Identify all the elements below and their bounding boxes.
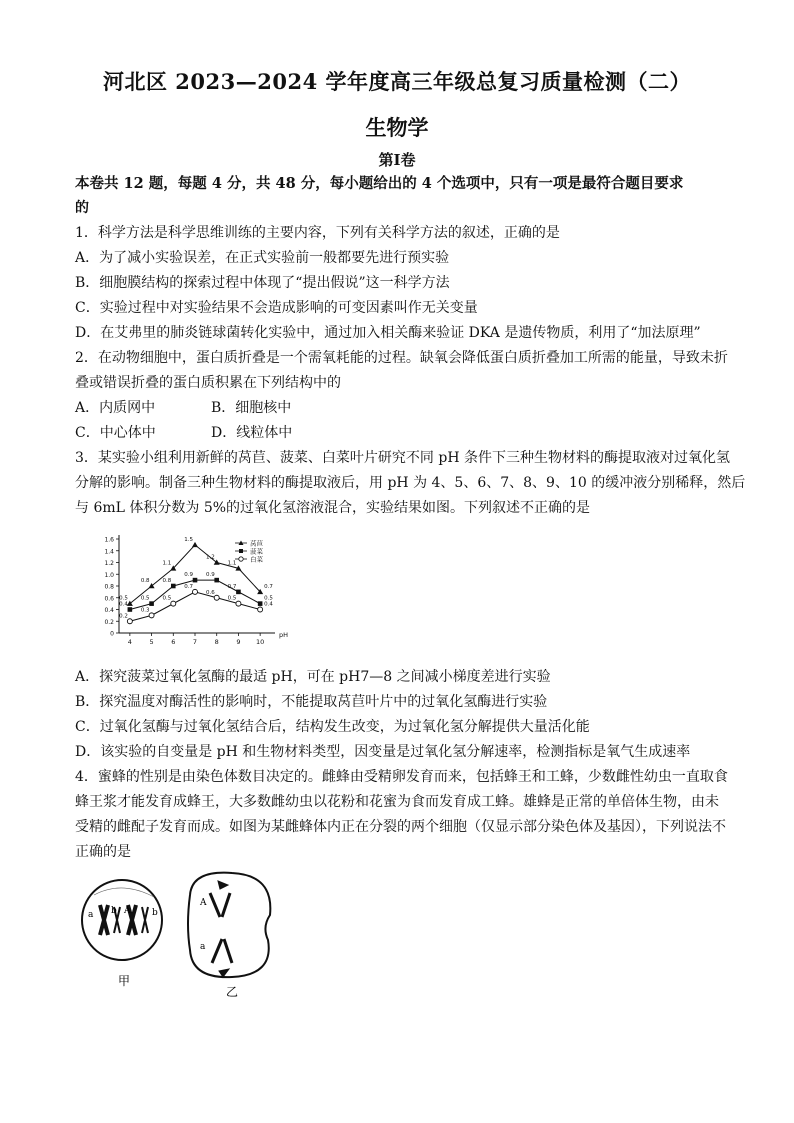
q1-option-a: A．为了减小实验误差，在正式实验前一般都要先进行预实验 (75, 250, 450, 266)
data-label: 0.2 (119, 613, 128, 620)
data-label: 1.5 (184, 536, 193, 543)
data-label: 0.5 (140, 595, 150, 602)
q2-stem: 2．在动物细胞中，蛋白质折叠是一个需氧耗能的过程。缺氧会降低蛋白质折叠加工所需的能量，导致未折 (75, 350, 728, 366)
gene-label: A (200, 898, 207, 908)
data-label: 1.1 (227, 560, 237, 567)
x-tick-label: 4 (127, 638, 132, 646)
data-label: 0.9 (184, 572, 193, 579)
figure-label-jia: 甲 (118, 974, 131, 988)
legend-label: 菠菜 (250, 547, 263, 556)
data-label: 0.5 (162, 595, 172, 602)
q1-option-c: C．实验过程中对实验结果不会造成影响的可变因素叫作无关变量 (75, 300, 478, 316)
data-label: 0.5 (227, 595, 237, 602)
q4-stem: 受精的雌配子发育而成。如图为某雌蜂体内正在分裂的两个细胞（仅显示部分染色体及基因），下列说法不 (75, 819, 726, 835)
legend-label: 白菜 (250, 555, 263, 564)
q2-option-c: C．中心体中 (75, 425, 156, 441)
data-label: 0.5 (264, 595, 273, 602)
data-point (149, 613, 154, 618)
instructions-line: 本卷共 12 题，每题 4 分，共 48 分，每小题给出的 4 个选项中，只有一项是最符合题目要求 (75, 175, 684, 192)
q3-stem: 与 6mL 体积分数为 5%的过氧化氢溶液混合，实验结果如图。下列叙述不正确的是 (75, 500, 591, 516)
data-label: 0.7 (184, 583, 193, 590)
data-point (127, 619, 132, 624)
q2-option-a: A．内质网中 (75, 400, 156, 416)
gene-label: A (124, 906, 131, 916)
data-point (171, 601, 176, 606)
data-label: 0.8 (140, 578, 150, 584)
cell-jia (82, 880, 162, 960)
data-point (236, 590, 241, 595)
data-point (236, 601, 241, 606)
data-label: 1.1 (162, 560, 172, 567)
y-tick-label: 1.2 (104, 560, 114, 567)
spindle-arc (94, 888, 154, 897)
x-tick-label: 8 (214, 638, 219, 646)
q3-option-a: A．探究菠菜过氧化氢酶的最适 pH，可在 pH7—8 之间减小梯度差进行实验 (75, 669, 551, 685)
q4-stem: 4．蜜蜂的性别是由染色体数目决定的。雌蜂由受精卵发育而来，包括蜂王和工蜂，少数雌性幼虫一直取食 (75, 769, 728, 785)
y-tick-label: 1.0 (104, 571, 114, 579)
data-label: 0.9 (205, 572, 215, 579)
x-axis-label: pH (279, 631, 289, 639)
q1-option-d: D．在艾弗里的肺炎链球菌转化实验中，通过加入相关酶来验证 DKA 是遗传物质，利用了“加法原理” (75, 325, 701, 341)
q3-option-b: B．探究温度对酶活性的影响时，不能提取莴苣叶片中的过氧化氢酶进行实验 (75, 694, 548, 710)
legend-label: 莴苣 (250, 539, 263, 548)
q3-option-d: D．该实验的自变量是 pH 和生物材料类型，因变量是过氧化氢分解速率，检测指标是氧气生成速率 (75, 744, 691, 760)
y-tick-label: 1.6 (104, 536, 114, 544)
q2-stem: 叠或错误折叠的蛋白质积累在下列结构中的 (75, 375, 341, 391)
instructions-line: 的 (75, 200, 89, 216)
figure-label-yi: 乙 (226, 985, 239, 999)
data-point (214, 595, 219, 600)
data-point (171, 584, 176, 589)
data-point (214, 578, 219, 583)
data-point (193, 578, 198, 583)
data-label: 0.3 (140, 607, 150, 614)
enzyme-activity-chart (85, 527, 289, 655)
y-tick-label: 1.4 (104, 548, 114, 556)
y-tick-label: 0.2 (104, 618, 114, 626)
cell-division-figure (82, 865, 272, 1005)
data-label: 0.7 (264, 583, 273, 590)
x-tick-label: 10 (256, 638, 265, 646)
y-tick-label: 0.6 (104, 595, 114, 603)
x-tick-label: 5 (149, 638, 154, 646)
q3-option-c: C．过氧化氢酶与过氧化氢结合后，结构发生改变，为过氧化氢分解提供大量活化能 (75, 719, 590, 735)
gene-label: a (200, 942, 206, 952)
x-tick-label: 9 (236, 638, 241, 646)
data-point (258, 601, 263, 606)
data-label: 0.6 (205, 589, 215, 596)
data-label: 0.5 (119, 595, 128, 602)
y-tick-label: 0 (110, 630, 114, 638)
q4-stem: 蜂王浆才能发育成蜂王，大多数雌幼虫以花粉和花蜜为食而发育成工蜂。雄蜂是正常的单倍体生物，由未 (75, 794, 719, 810)
subject-title: 生物学 (365, 115, 429, 140)
q2-option-d: D．线粒体中 (211, 425, 293, 441)
part-title: 第Ⅰ卷 (378, 151, 416, 169)
data-label: 0.4 (119, 601, 128, 608)
q1-stem: 1．科学方法是科学思维训练的主要内容，下列有关科学方法的叙述，正确的是 (75, 225, 560, 241)
chromosome-yi (210, 881, 232, 977)
x-tick-label: 6 (171, 638, 176, 646)
q3-stem: 3．某实验小组利用新鲜的莴苣、菠菜、白菜叶片研究不同 pH 条件下三种生物材料的酶提取液对过氧化氢 (75, 450, 730, 466)
data-point (193, 589, 198, 594)
gene-label: a (88, 910, 94, 920)
y-tick-label: 0.4 (104, 607, 114, 614)
data-label: 0.8 (162, 578, 172, 584)
gene-label: b (111, 906, 117, 916)
data-label: 0.7 (227, 583, 237, 590)
gene-label: b (152, 908, 158, 918)
data-label: 0.4 (264, 601, 273, 608)
cell-yi (188, 873, 270, 977)
data-point (128, 607, 133, 612)
legend-marker (239, 549, 243, 553)
data-point (149, 601, 154, 606)
data-point (258, 607, 263, 612)
q1-option-b: B．细胞膜结构的探索过程中体现了“提出假说”这一科学方法 (75, 275, 450, 291)
q3-stem: 分解的影响。制备三种生物材料的酶提取液后，用 pH 为 4、5、6、7、8、9、10 的缓冲液分别稀释，然后 (75, 475, 746, 491)
data-label: 1.2 (205, 554, 215, 561)
x-tick-label: 7 (192, 638, 198, 646)
q4-stem: 正确的是 (75, 844, 131, 860)
y-tick-label: 0.8 (104, 583, 114, 591)
exam-title: 河北区 2023—2024 学年度高三年级总复习质量检测（二） (102, 69, 691, 94)
q2-option-b: B．细胞核中 (211, 400, 292, 416)
legend-marker (239, 557, 243, 561)
